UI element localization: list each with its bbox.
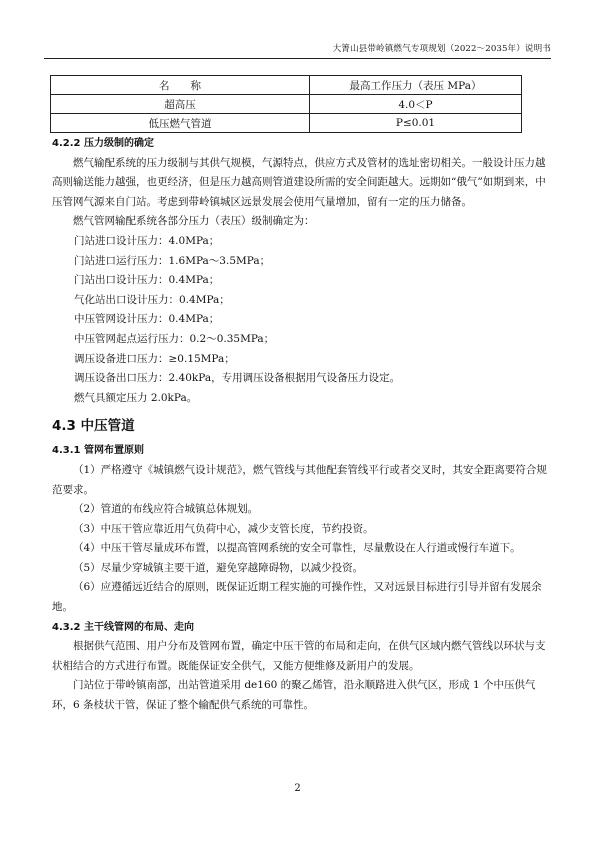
section-heading-4-3: 4.3 中压管道 <box>52 418 135 435</box>
page-number: 2 <box>294 783 301 794</box>
table-cell-name: 超高压 <box>51 95 310 114</box>
pressure-table <box>50 75 522 133</box>
pressure-item: 中压管网起点运行压力：0.2～0.35MPa； <box>74 332 275 345</box>
page-content <box>52 134 548 716</box>
table-header-pressure: 最高工作压力（表压 MPa） <box>310 76 522 95</box>
pressure-item: 气化站出口设计压力：0.4MPa； <box>74 293 230 306</box>
table-header-name: 名 称 <box>51 76 310 95</box>
principle-item: （3）中压干管应靠近用气负荷中心，减少支管长度，节约投资。 <box>73 522 374 535</box>
section-heading-4-2-2: 4.2.2 压力级制的确定 <box>52 138 154 149</box>
table-header-row <box>51 76 522 95</box>
paragraph: 燃气输配系统的压力级制与其供气规模，气源特点，供应方式及管材的选址密切相关。一般设计压力越高则输送能力越强，也更经济，但是压力越高则管道建设所需的安全间距越大。远期如“俄气”如期到来，中压管网气源来自门站。考虑到带岭镇城区远景发展会使用气量增加，留有一定的压力储备。 <box>52 156 546 208</box>
pressure-item: 中压管网设计压力：0.4MPa； <box>74 313 220 326</box>
principle-item: （1）严格遵守《城镇燃气设计规范》，燃气管线与其他配套管线平行或者交叉时，其安全距离要符合规范要求。 <box>52 463 547 496</box>
principle-item: （2）管道的布线应符合城镇总体规划。 <box>73 503 259 516</box>
section-heading-4-3-1: 4.3.1 管网布置原则 <box>52 445 144 457</box>
table-row <box>51 114 522 133</box>
pressure-item: 门站进口运行压力：1.6MPa～3.5MPa； <box>74 254 271 267</box>
pressure-item: 门站进口设计压力：4.0MPa； <box>74 234 220 247</box>
table-cell-value: P≤0.01 <box>310 114 522 133</box>
table-cell-name: 低压燃气管道 <box>51 114 310 133</box>
table-cell-value: 4.0＜P <box>310 95 522 114</box>
principle-item: （6）应遵循远近结合的原则，既保证近期工程实施的可操作性，又对远景目标进行引导并留有发展余地。 <box>52 581 542 614</box>
principle-item: （4）中压干管尽量成环布置，以提高管网系统的安全可靠性，尽量敷设在人行道或慢行车道下。 <box>73 542 521 555</box>
paragraph: 根据供气范围、用户分布及管网布置，确定中压干管的布局和走向，在供气区域内燃气管线以环状与支状相结合的方式进行布置。既能保证安全供气，又能方便维修及新用户的发展。 <box>52 640 546 672</box>
header-title: 大箐山县带岭镇燃气专项规划（2022～2035年）说明书 <box>332 44 551 54</box>
paragraph: 燃气管网输配系统各部分压力（表压）级制确定为： <box>73 215 315 228</box>
pressure-item: 调压设备出口压力：2.40kPa，专用调压设备根据用气设备压力设定。 <box>74 372 401 385</box>
page-header <box>44 40 551 59</box>
pressure-item: 门站出口设计压力：0.4MPa； <box>74 274 220 287</box>
paragraph: 门站位于带岭镇南部，出站管道采用 de160 的聚乙烯管，沿永顺路进入供气区，形成 1 个中压供气环，6 条枝状干管，保证了整个输配供气系统的可靠性。 <box>52 679 536 712</box>
pressure-item: 调压设备进口压力：≥0.15MPa； <box>74 352 235 365</box>
table-row <box>51 95 522 114</box>
section-heading-4-3-2: 4.3.2 主干线管网的布局、走向 <box>52 621 194 633</box>
pressure-item: 燃气具额定压力 2.0kPa。 <box>74 391 198 404</box>
principle-item: （5）尽量少穿城镇主要干道，避免穿越障碍物，以减少投资。 <box>73 561 364 574</box>
